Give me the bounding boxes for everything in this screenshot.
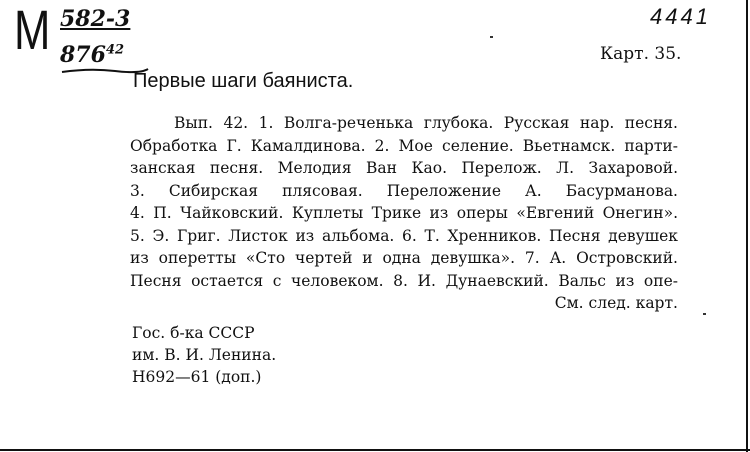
holder-line: Гос. б-ка СССР — [132, 324, 255, 342]
card-number: Карт. 35. — [600, 44, 682, 64]
card-edge-bottom — [0, 449, 750, 451]
body-line: 3. Сибирская плясовая. Переложение А. Басурманова. — [130, 181, 678, 200]
call-letter: М — [14, 0, 49, 61]
body-line: 4. П. Чайковский. Куплеты Трике из оперы «Евгений Онегин». — [130, 204, 678, 222]
continuation-note: См. след. карт. — [554, 294, 678, 312]
inventory-number: 4441 — [650, 4, 711, 29]
speck-mark — [490, 36, 493, 38]
card-title: Первые шаги баяниста. — [133, 70, 354, 92]
call-number — [60, 42, 124, 68]
holder-line: им. В. И. Ленина. — [132, 346, 277, 364]
body-line: 5. Э. Григ. Листок из альбома. 6. Т. Хренников. Песня девушек — [130, 226, 678, 245]
call-number-main: 876 — [60, 42, 106, 68]
body-line: из оперетты «Сто чертей и одна девушка». 7. А. Островский. — [130, 249, 678, 267]
body-line: занская песня. Мелодия Ван Као. Перелож. Л. Захаровой. — [130, 159, 678, 177]
card-body — [130, 112, 678, 315]
call-shelf-mark: 582-3 — [60, 6, 131, 32]
holder-line: Н692—61 (доп.) — [132, 368, 262, 386]
body-line: Обработка Г. Камалдинова. 2. Мое селение. Вьетнамск. парти- — [130, 136, 678, 155]
call-number-sup: 42 — [105, 42, 125, 58]
card-edge-right — [746, 0, 748, 452]
body-line: Вып. 42. 1. Волга-реченька глубока. Русская нар. песня. — [174, 114, 678, 132]
library-holder — [132, 322, 276, 388]
body-line: Песня остается с человеком. 8. И. Дунаевский. Вальс из опе- — [130, 271, 678, 290]
speck-mark — [703, 313, 706, 315]
